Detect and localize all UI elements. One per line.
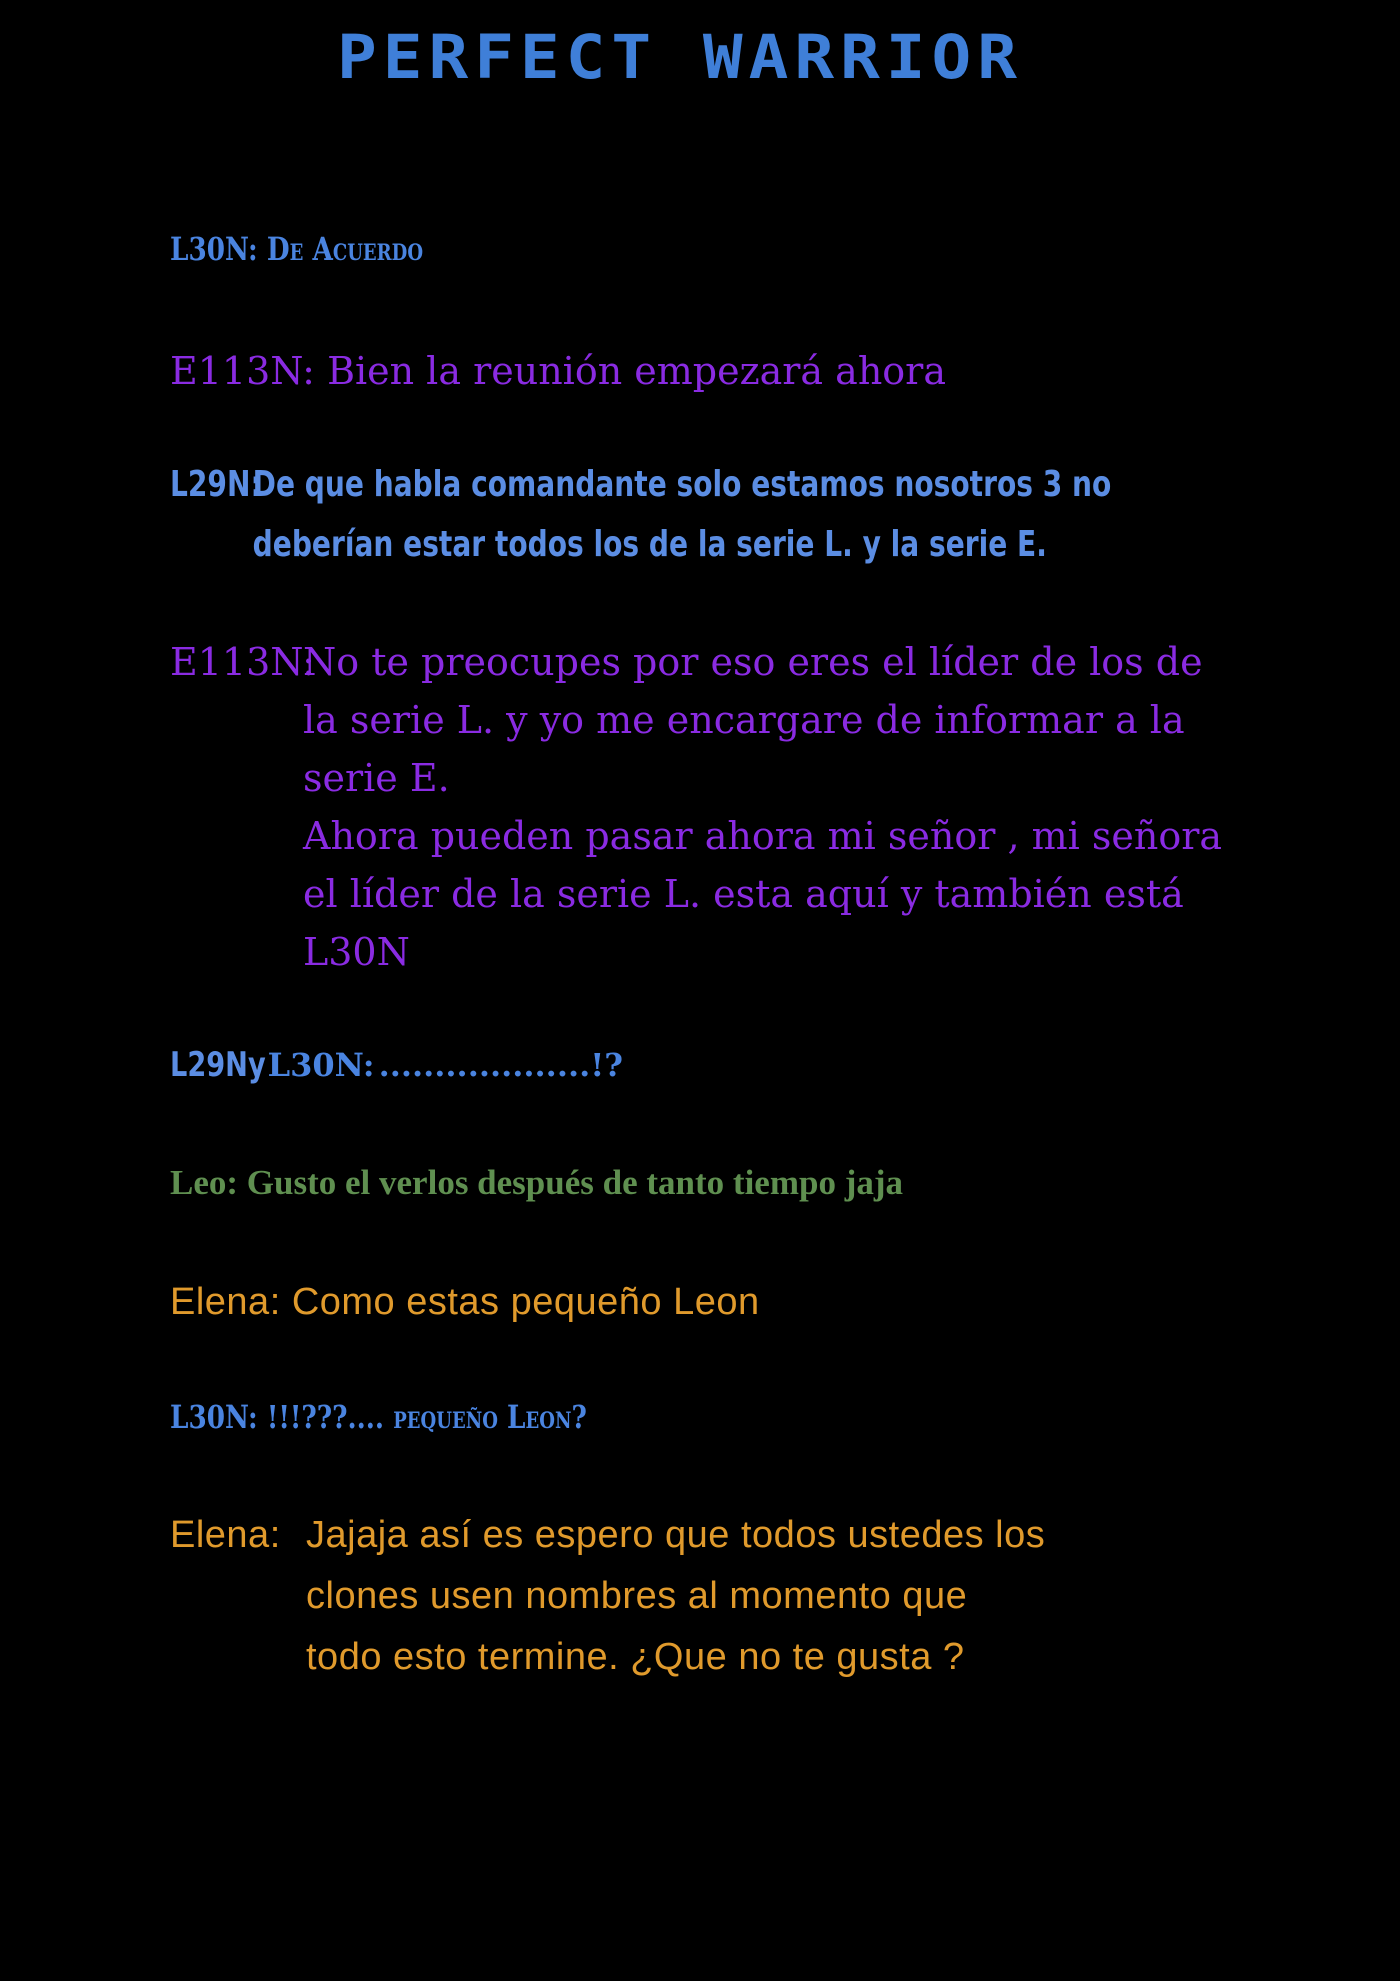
speaker-label-b: L30N:	[267, 1046, 375, 1084]
speaker-label: Elena:	[170, 1514, 281, 1556]
dialogue-text-line: serie E.	[303, 756, 450, 800]
dialogue-text-line: De que habla comandante solo estamos nosotros 3 no	[252, 464, 1112, 505]
dialogue-text-line: No te preocupes por eso eres el líder de los de	[303, 640, 1203, 684]
dialogue-text: Gusto el verlos después de tanto tiempo jaja	[246, 1163, 904, 1202]
page-title: PERFECT WARRIOR	[336, 22, 1024, 93]
dialogue-text-line: clones usen nombres al momento que	[306, 1575, 968, 1617]
dialogue-line-elena-1	[170, 1272, 760, 1333]
speaker-label: Elena:	[170, 1281, 281, 1323]
speaker-label-a: L29Ny	[170, 1045, 266, 1085]
speaker-label: Leo:	[170, 1163, 239, 1202]
dialogue-line-l30n-2	[170, 1398, 587, 1436]
dialogue-line-l29n-1	[170, 455, 1111, 575]
dialogue-text-line: la serie L. y yo me encargare de informar a la	[303, 698, 1185, 742]
dialogue-text-line: L30N	[303, 930, 410, 974]
dialogue-text-line: el líder de la serie L. esta aquí y también está	[303, 872, 1184, 916]
dialogue-text: !!!???.... pequeño Leon?	[266, 1398, 587, 1436]
speaker-label: L30N:	[170, 230, 258, 268]
speaker-label: E113N:	[170, 640, 315, 684]
dialogue-line-l30n-1	[170, 230, 423, 268]
dialogue-text: Bien la reunión empezará ahora	[327, 349, 946, 393]
speaker-label: L30N:	[170, 1398, 258, 1436]
dialogue-text: De Acuerdo	[266, 230, 424, 268]
dialogue-text-line: Ahora pueden pasar ahora mi señor , mi señora	[303, 814, 1223, 858]
dialogue-line-leo	[170, 1163, 903, 1203]
dialogue-text: ...................!?	[378, 1046, 624, 1084]
dialogue-line-l29n-l30n	[170, 1045, 623, 1085]
dialogue-text-line: Jajaja así es espero que todos ustedes los	[306, 1514, 1046, 1556]
dialogue-line-e113n-1	[170, 342, 946, 400]
dialogue-text-line: deberían estar todos los de la serie L. y la serie E.	[252, 524, 1047, 565]
dialogue-text: Como estas pequeño Leon	[291, 1281, 760, 1323]
dialogue-text-line: todo esto termine. ¿Que no te gusta ?	[306, 1636, 965, 1678]
dialogue-line-elena-2	[170, 1505, 1045, 1688]
speaker-label: E113N:	[170, 349, 315, 393]
speaker-label: L29N:	[170, 464, 262, 505]
dialogue-line-e113n-2	[170, 633, 1222, 981]
